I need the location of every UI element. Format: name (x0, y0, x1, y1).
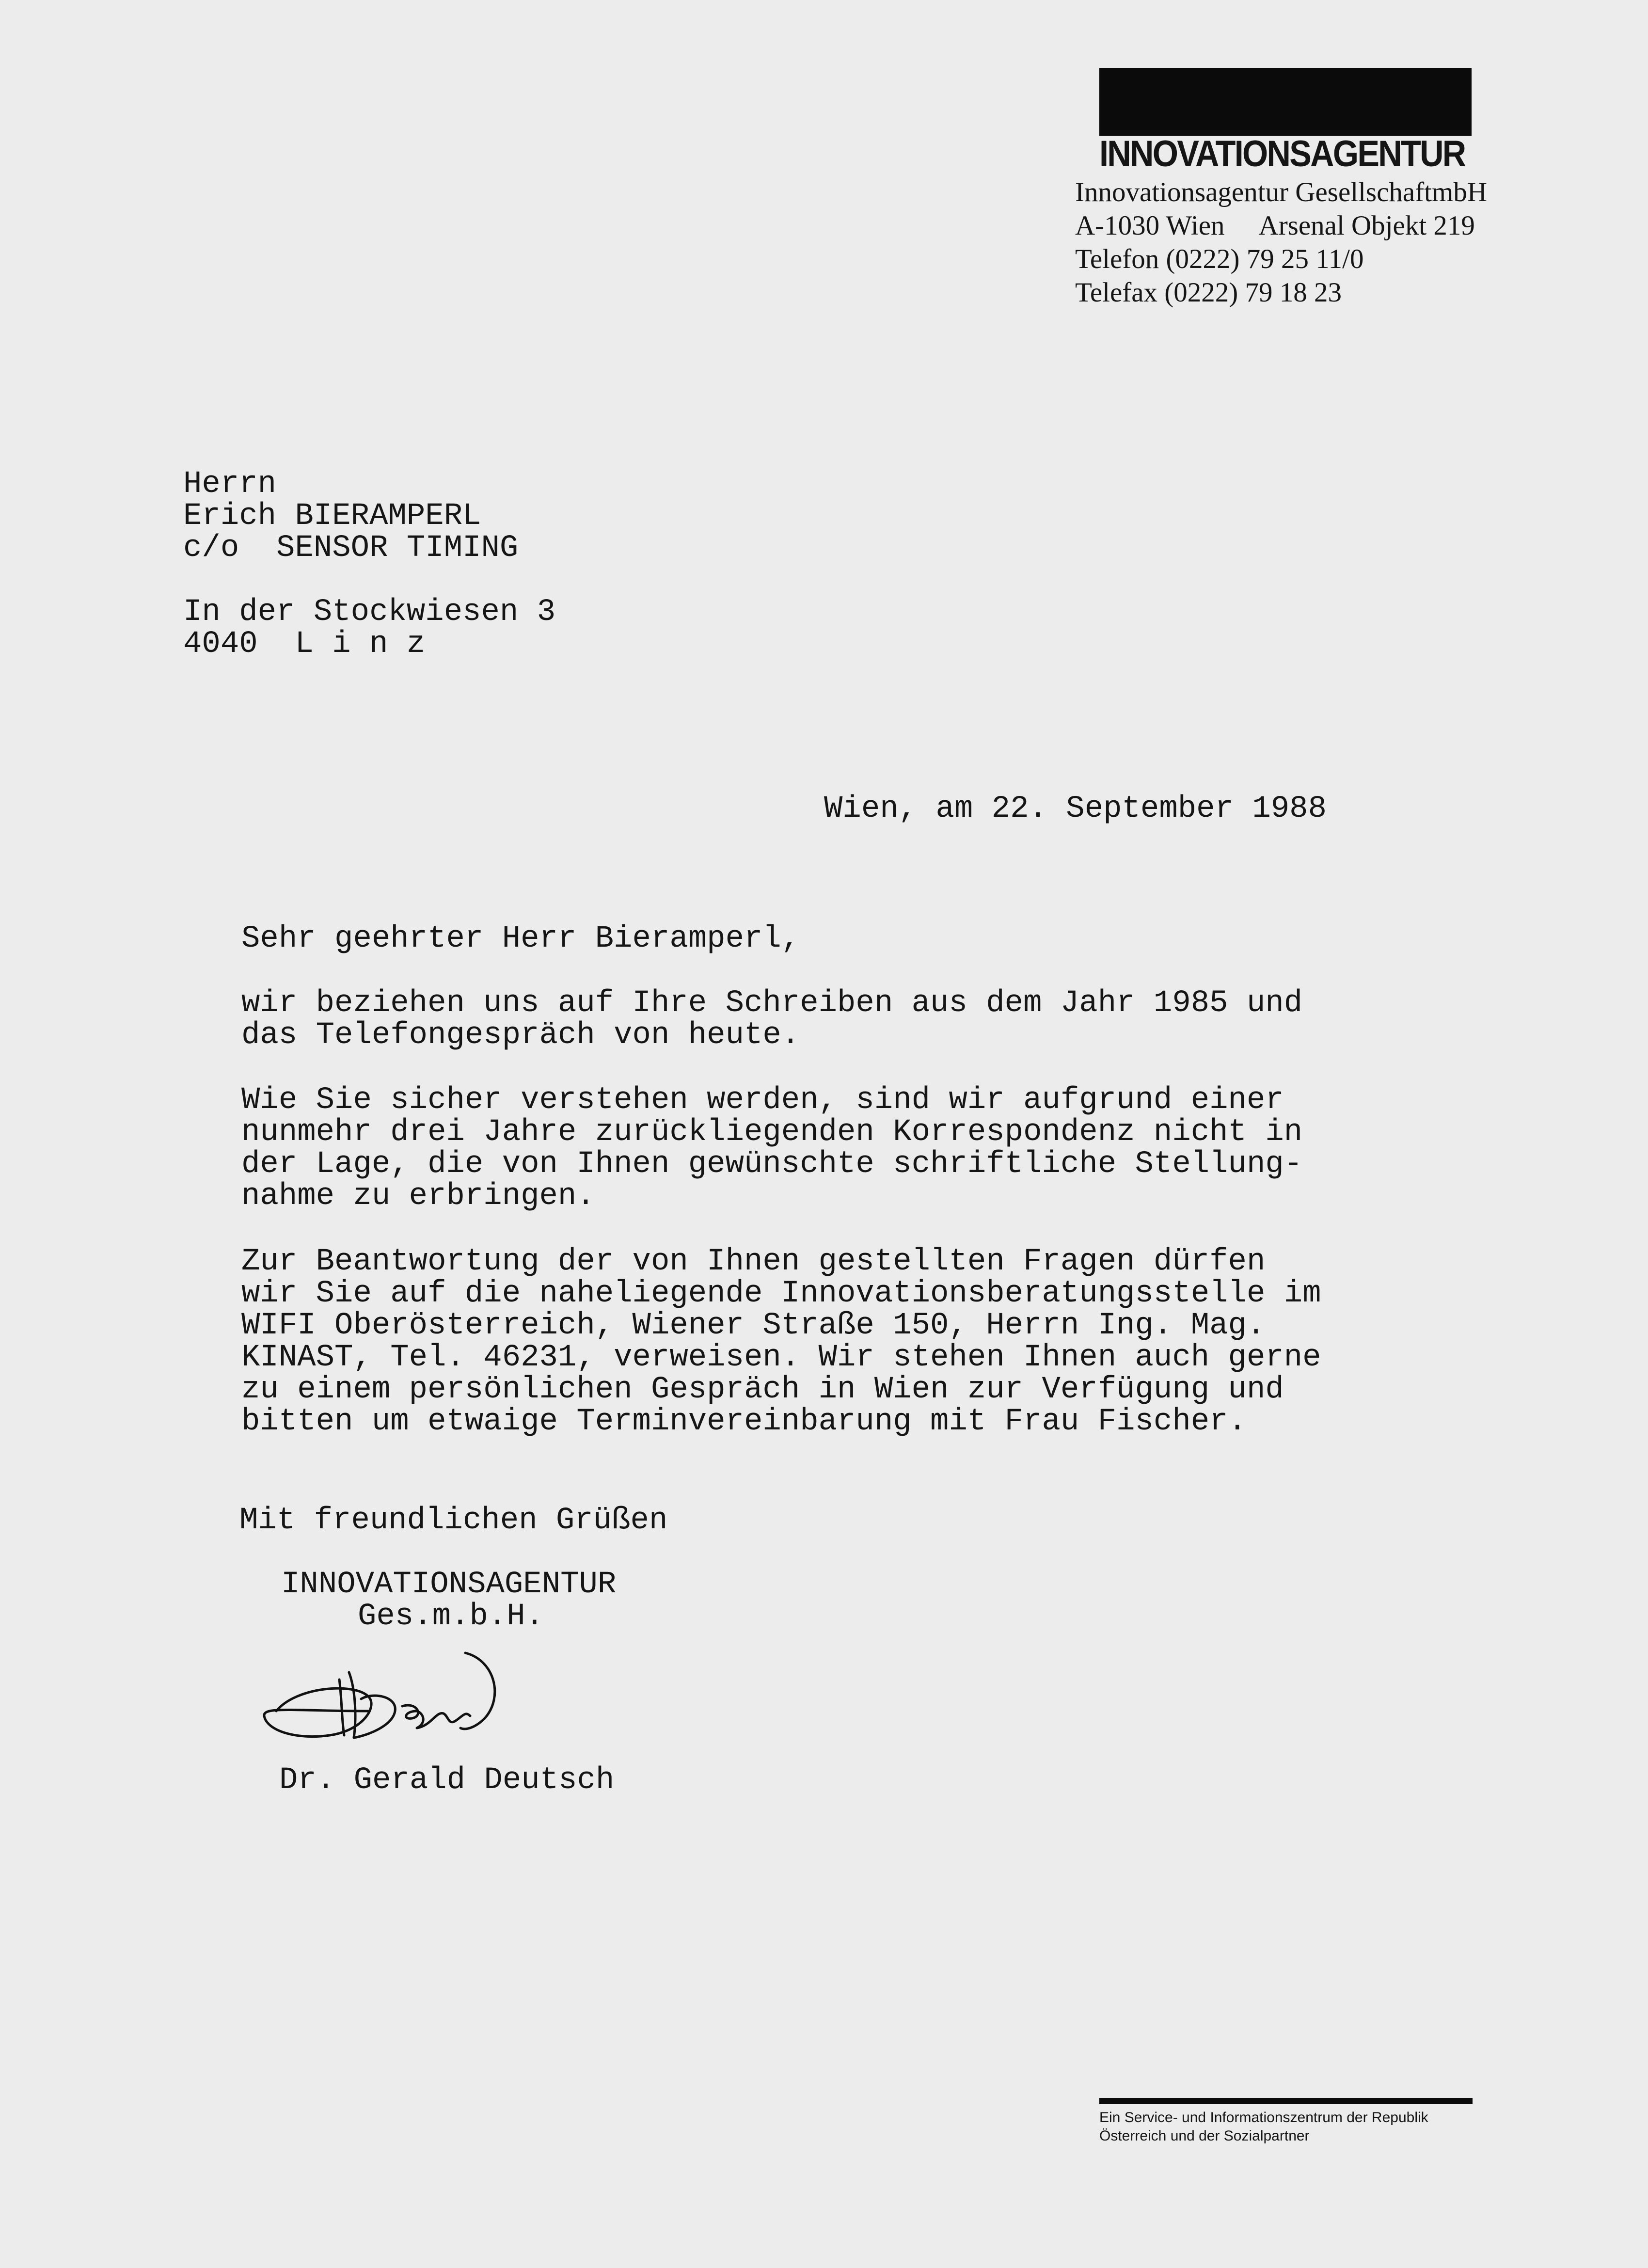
address-line (1075, 209, 1487, 242)
company-name: Innovationsagentur GesellschaftmbH (1075, 177, 1488, 207)
recipient-city: 4040 L i n z (183, 627, 426, 662)
closing-company: INNOVATIONSAGENTUR (281, 1567, 617, 1602)
para3-line: WIFI Oberösterreich, Wiener Straße 150, Herrn Ing. Mag. (241, 1308, 1266, 1343)
para2-line: nahme zu erbringen. (241, 1179, 595, 1214)
para3-line: bitten um etwaige Terminvereinbarung mit Frau Fischer. (241, 1404, 1247, 1439)
paragraph-2 (241, 1084, 1302, 1212)
para3-line: Zur Beantwortung der von Ihnen gestellten Fragen dürfen (241, 1244, 1266, 1279)
para2-line: der Lage, die von Ihnen gewünschte schriftliche Stellung- (241, 1147, 1303, 1182)
closing-company-form: Ges.m.b.H. (358, 1599, 544, 1634)
paragraph-3 (241, 1246, 1321, 1438)
logo-black-bar (1099, 68, 1472, 136)
recipient-address (183, 468, 555, 660)
phone-line: Telefon (0222) 79 25 11/0 (1075, 244, 1364, 274)
address-street: Arsenal Objekt 219 (1258, 210, 1475, 241)
letterhead-address (1075, 175, 1487, 309)
para3-line: KINAST, Tel. 46231, verweisen. Wir stehen Ihnen auch gerne (241, 1340, 1321, 1375)
brand-name: INNOVATIONSAGENTUR (1099, 133, 1465, 174)
recipient-name: Erich BIERAMPERL (183, 499, 481, 534)
paragraph-1 (241, 987, 1302, 1051)
recipient-street: In der Stockwiesen 3 (183, 595, 556, 630)
para2-line: Wie Sie sicher verstehen werden, sind wir aufgrund einer (241, 1083, 1284, 1118)
signer-name: Dr. Gerald Deutsch (279, 1763, 615, 1798)
footer-line-2: Österreich und der Sozialpartner (1099, 2128, 1310, 2144)
footer-rule (1099, 2098, 1473, 2104)
fax-line: Telefax (0222) 79 18 23 (1075, 277, 1342, 308)
closing-regards: Mit freundlichen Grüßen (239, 1503, 668, 1538)
letter-date: Wien, am 22. September 1988 (824, 792, 1327, 826)
greeting: Sehr geehrter Herr Bieramperl, (241, 921, 800, 956)
para1-line: das Telefongespräch von heute. (241, 1018, 800, 1053)
para1-line: wir beziehen uns auf Ihre Schreiben aus dem Jahr 1985 und (241, 986, 1303, 1021)
recipient-co: c/o SENSOR TIMING (183, 531, 519, 566)
footer-line-1: Ein Service- und Informationszentrum der Republik (1099, 2109, 1428, 2125)
para2-line: nunmehr drei Jahre zurückliegenden Korrespondenz nicht in (241, 1115, 1303, 1150)
address-city: A-1030 Wien (1075, 210, 1225, 241)
handwritten-signature (257, 1638, 528, 1764)
footer-text (1099, 2109, 1428, 2145)
recipient-salutation: Herrn (183, 467, 277, 502)
para3-line: wir Sie auf die naheliegende Innovationsberatungsstelle im (241, 1276, 1321, 1311)
para3-line: zu einem persönlichen Gespräch in Wien zur Verfügung und (241, 1372, 1284, 1407)
